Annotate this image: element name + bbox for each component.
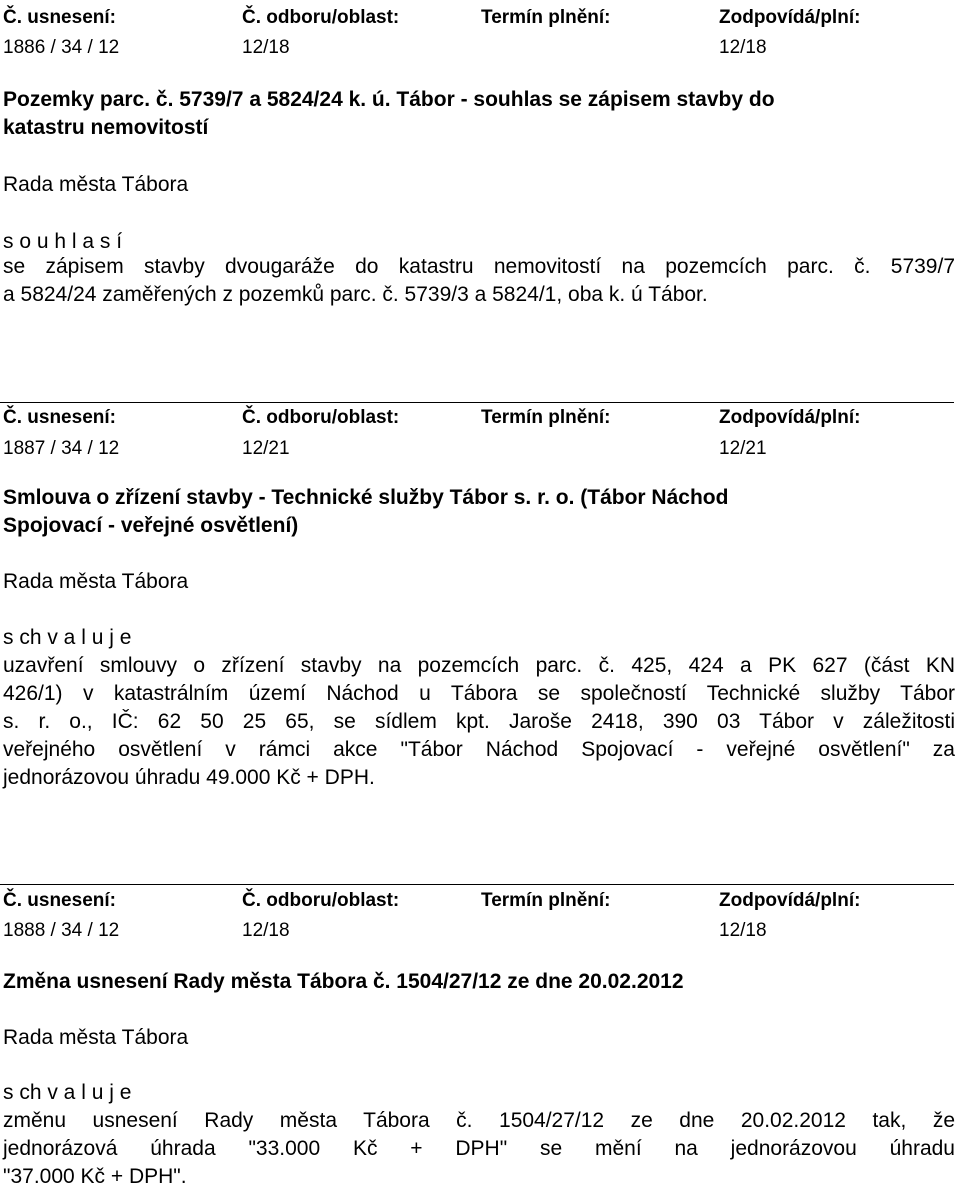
text-line: změnu usnesení Rady města Tábora č. 1504/27/12 ze dne 20.02.2012 tak, že [3, 1109, 955, 1132]
title-line: Spojovací - veřejné osvětlení) [3, 514, 299, 537]
header-cislo-usneseni: Č. usnesení: [3, 890, 116, 911]
resolution-verb: s ch v a l u j e [3, 626, 132, 649]
text-line: uzavření smlouvy o zřízení stavby na pozemcích parc. č. 425, 424 a PK 627 (část KN [3, 654, 955, 677]
header-zodpovida: Zodpovídá/plní: [719, 407, 861, 428]
resolution-zodpovida: 12/18 [719, 37, 767, 58]
section-divider [0, 884, 954, 885]
header-termin: Termín plnění: [481, 7, 611, 28]
text-line: "37.000 Kč + DPH". [3, 1165, 187, 1188]
header-termin: Termín plnění: [481, 890, 611, 911]
title-line: katastru nemovitostí [3, 116, 209, 139]
title-line: Změna usnesení Rady města Tábora č. 1504/27/12 ze dne 20.02.2012 [3, 970, 684, 993]
resolution-text [3, 1107, 955, 1191]
resolution-zodpovida: 12/18 [719, 920, 767, 941]
resolution-title [3, 968, 953, 996]
header-cislo-usneseni: Č. usnesení: [3, 407, 116, 428]
header-zodpovida: Zodpovídá/plní: [719, 890, 861, 911]
text-line: s. r. o., IČ: 62 50 25 65, se sídlem kpt. Jaroše 2418, 390 03 Tábor v záležitosti [3, 710, 955, 733]
section-divider [0, 402, 954, 403]
resolution-verb: s o u h l a s í [3, 230, 123, 253]
resolution-title [3, 484, 953, 540]
text-line: se zápisem stavby dvougaráže do katastru nemovitostí na pozemcích parc. č. 5739/7 [3, 255, 955, 278]
header-cislo-odboru: Č. odboru/oblast: [242, 890, 400, 911]
resolution-text [3, 253, 955, 309]
resolution-number: 1888 / 34 / 12 [3, 920, 120, 941]
resolution-body: Rada města Tábora [3, 173, 189, 196]
text-line: jednorázovou úhradu 49.000 Kč + DPH. [3, 766, 375, 789]
resolution-number: 1887 / 34 / 12 [3, 438, 120, 459]
title-line: Smlouva o zřízení stavby - Technické služby Tábor s. r. o. (Tábor Náchod [3, 486, 729, 509]
header-zodpovida: Zodpovídá/plní: [719, 7, 861, 28]
resolution-text [3, 652, 955, 792]
title-line: Pozemky parc. č. 5739/7 a 5824/24 k. ú. Tábor - souhlas se zápisem stavby do [3, 88, 775, 111]
resolution-body: Rada města Tábora [3, 570, 189, 593]
text-line: jednorázová úhrada "33.000 Kč + DPH" se mění na jednorázovou úhradu [3, 1137, 955, 1160]
resolution-verb: s ch v a l u j e [3, 1081, 132, 1104]
resolution-odbor: 12/18 [242, 920, 290, 941]
text-line: 426/1) v katastrálním území Náchod u Tábora se společností Technické služby Tábor [3, 682, 955, 705]
resolution-title [3, 86, 953, 142]
header-cislo-odboru: Č. odboru/oblast: [242, 7, 400, 28]
text-line: a 5824/24 zaměřených z pozemků parc. č. 5739/3 a 5824/1, oba k. ú Tábor. [3, 283, 708, 306]
text-line: veřejného osvětlení v rámci akce "Tábor Náchod Spojovací - veřejné osvětlení" za [3, 738, 955, 761]
header-cislo-usneseni: Č. usnesení: [3, 7, 116, 28]
header-cislo-odboru: Č. odboru/oblast: [242, 407, 400, 428]
resolution-body: Rada města Tábora [3, 1026, 189, 1049]
header-termin: Termín plnění: [481, 407, 611, 428]
resolution-odbor: 12/21 [242, 438, 290, 459]
resolution-zodpovida: 12/21 [719, 438, 767, 459]
resolution-odbor: 12/18 [242, 37, 290, 58]
resolution-number: 1886 / 34 / 12 [3, 37, 120, 58]
